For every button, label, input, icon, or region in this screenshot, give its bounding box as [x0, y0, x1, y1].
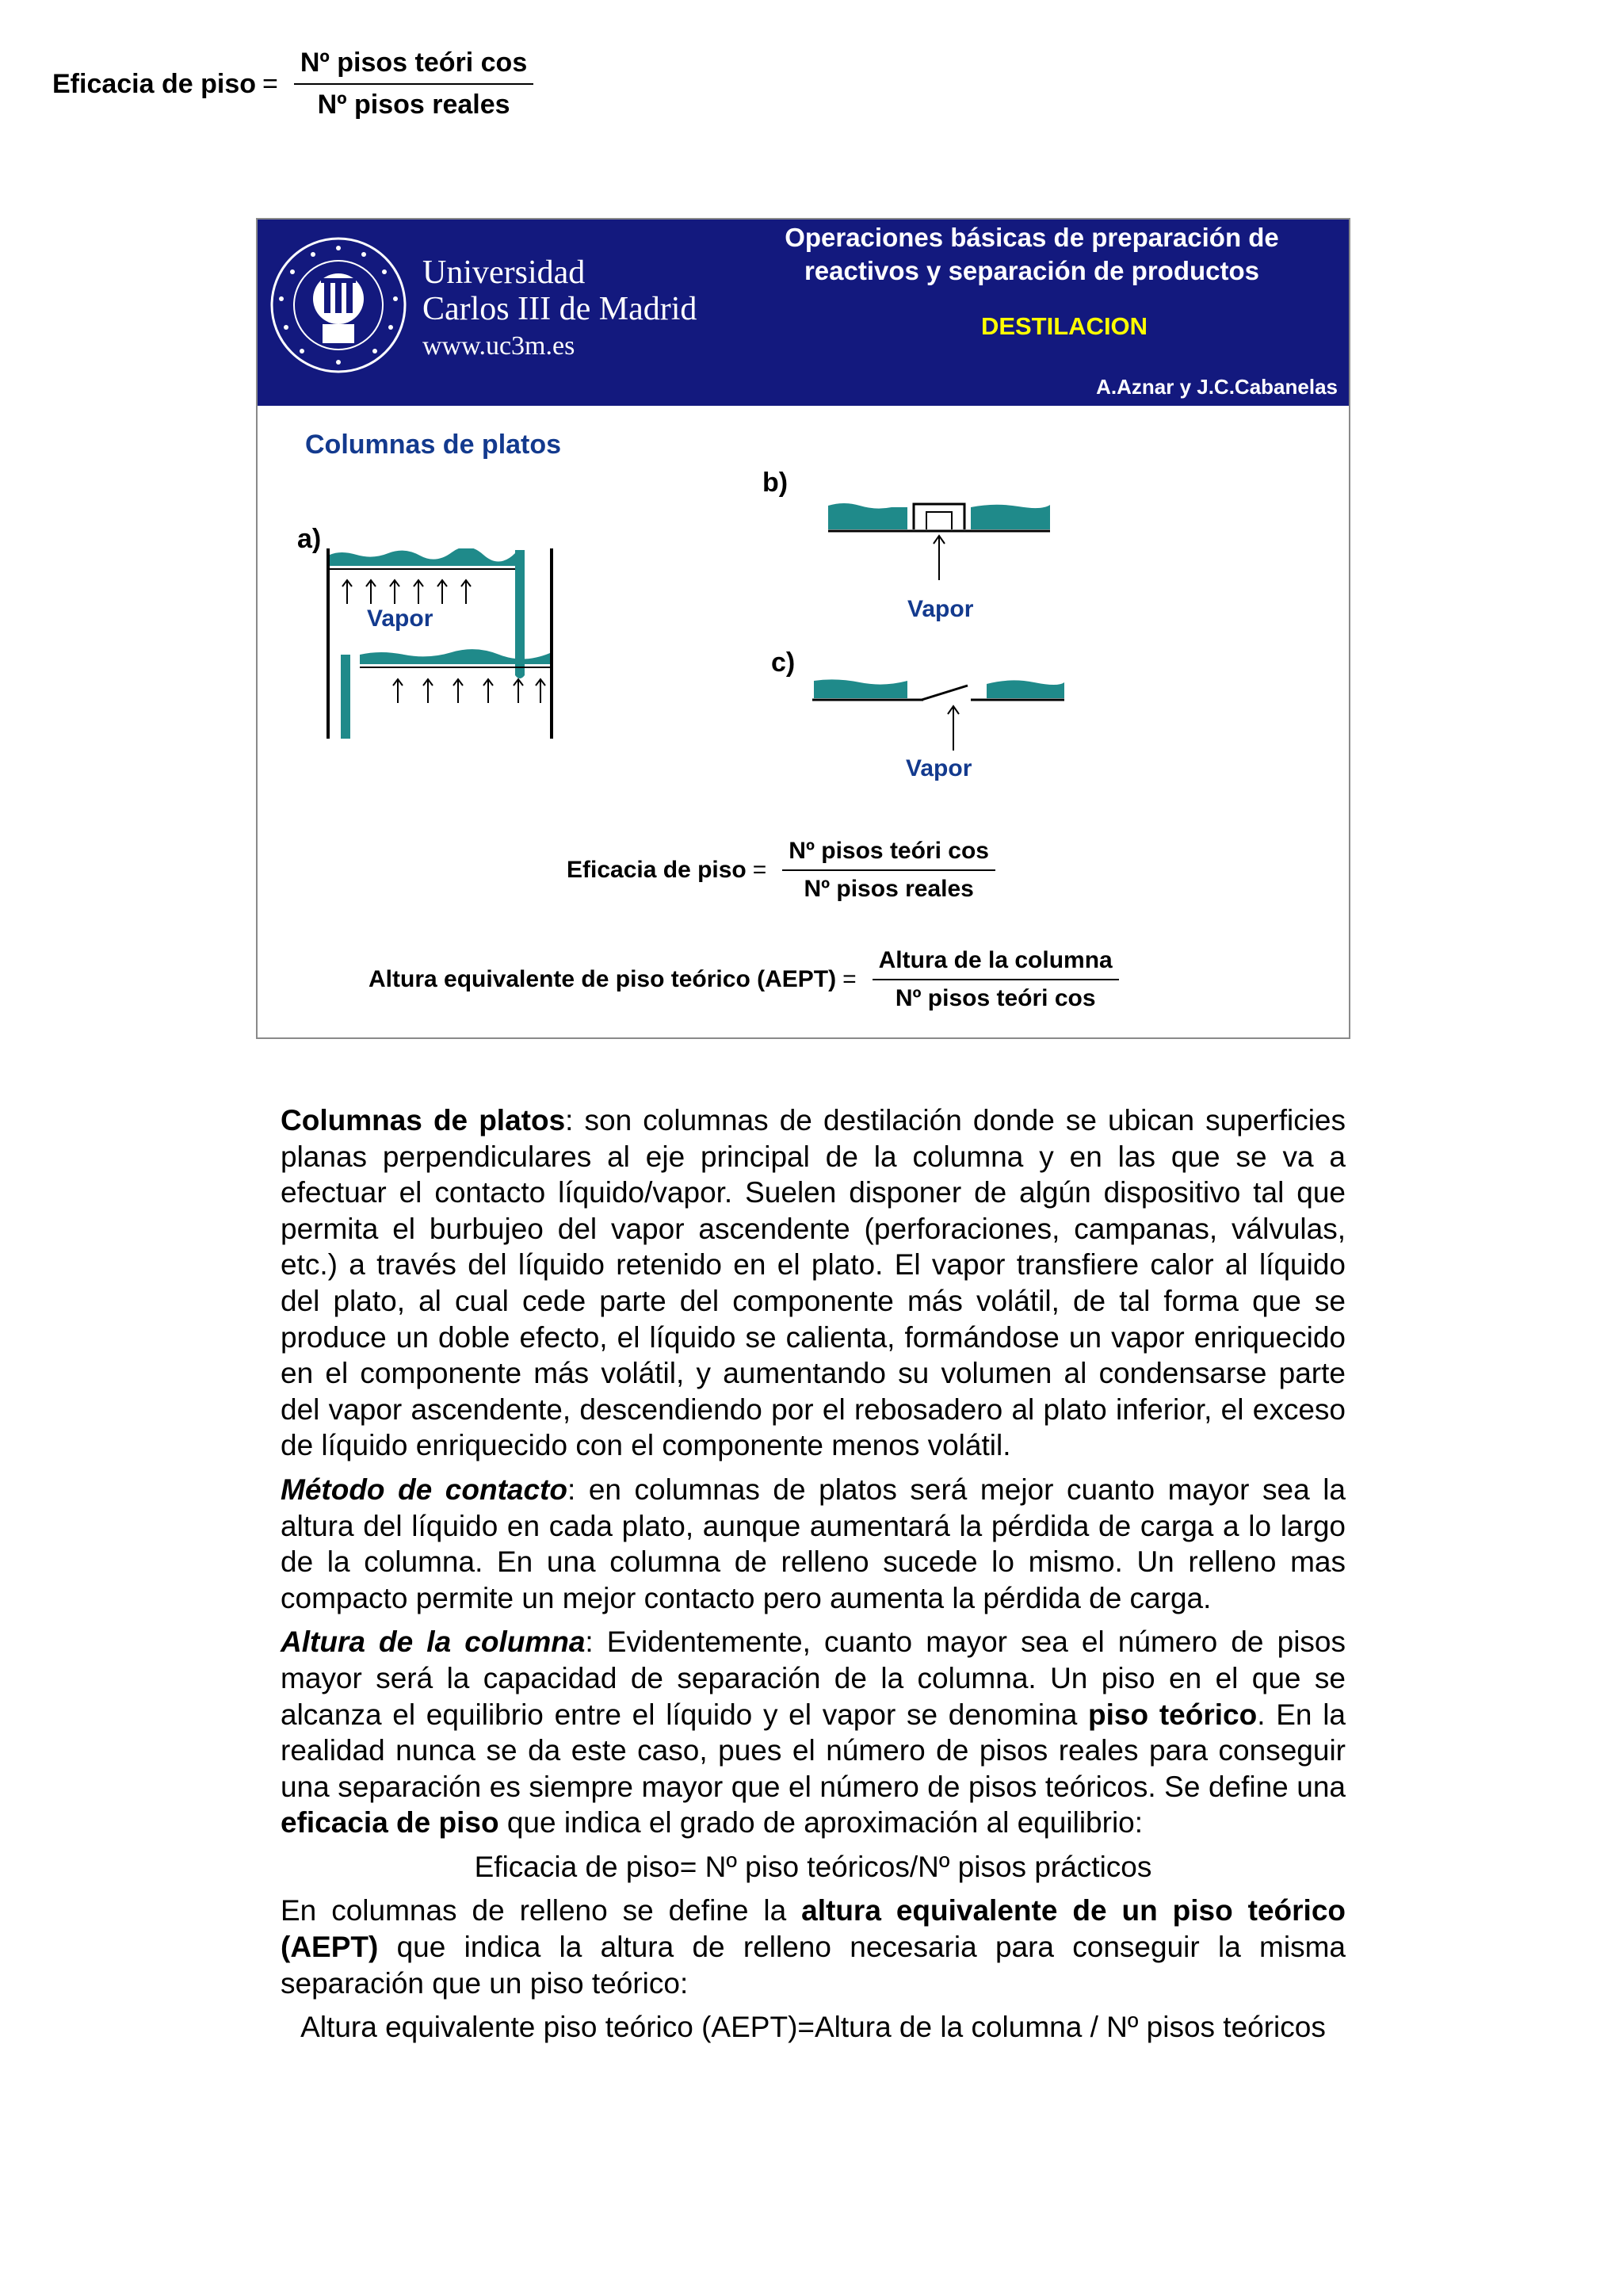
- formula-fraction: [782, 838, 995, 903]
- bubble-cap-tray-diagram: [828, 501, 1066, 596]
- university-website: www.uc3m.es: [422, 331, 575, 361]
- figure-c-label: c): [771, 648, 796, 678]
- course-title: Operaciones básicas de preparación de reactivos y separación de productos: [785, 223, 1279, 285]
- equation-aept: Altura equivalente piso teórico (AEPT)=Altura de la columna / Nº pisos teóricos: [300, 2011, 1326, 2044]
- formula-denominator: Nº pisos reales: [317, 90, 510, 120]
- university-seal-icon: [269, 235, 408, 375]
- slide-header-banner: [258, 220, 1349, 406]
- topic-title: DESTILACION: [980, 312, 1148, 340]
- formula-fraction: [873, 947, 1119, 1012]
- formula-fraction: [294, 48, 533, 120]
- formula-numerator: Altura de la columna: [873, 947, 1119, 980]
- formula-denominator: Nº pisos reales: [804, 876, 974, 902]
- plate-efficiency-formula: [567, 838, 995, 903]
- formula-denominator: Nº pisos teóri cos: [895, 985, 1096, 1011]
- paragraph-packed-columns: En columnas de relleno se define la altura equivalente de un piso teórico (AEPT) que indica la altura de relleno necesaria para conseguir la misma separación que un piso teórico:: [281, 1894, 1346, 2000]
- body-text: [281, 1102, 1346, 2053]
- equals-sign: =: [262, 68, 278, 99]
- equals-sign: =: [752, 857, 767, 883]
- aept-formula: [369, 947, 1119, 1012]
- equals-sign: =: [842, 966, 857, 992]
- tray-column-diagram: [325, 548, 563, 743]
- top-formula: [52, 48, 533, 120]
- paragraph-tray-columns: Columnas de platos: son columnas de destilación donde se ubican superficies planas perpendiculares al eje principal de la columna y en las que se va a efectuar el contacto líquido/vapor. Suelen disponer de algún dispositivo tal que permita el burbujeo del vapor ascendente (perforaciones, campanas, válvulas, etc.) a través del líquido retenido en el plato. El vapor transfiere calor al líquido del plato, al cual cede parte del componente más volátil, de tal forma que se produce un doble efecto, el líquido se calienta, formándose un vapor enriquecido en el componente más volátil, y aumentando su volumen al condensarse parte del vapor ascendente, descendiendo por el rebosadero al plato inferior, el exceso de líquido enriquecido con el componente menos volátil.: [281, 1104, 1346, 1462]
- paragraph-contact-method: Método de contacto: en columnas de platos será mejor cuanto mayor sea la altura del líquido en cada plato, aunque aumentará la pérdida de carga a lo largo de la columna. En una columna de relleno sucede lo mismo. Un relleno mas compacto permite un mejor contacto pero aumenta la pérdida de carga.: [281, 1473, 1346, 1614]
- university-name: Universidad Carlos III de Madrid: [422, 254, 697, 327]
- valve-tray-diagram: [812, 678, 1066, 765]
- vapor-label-b: Vapor: [907, 596, 974, 622]
- figure-b-label: b): [762, 468, 789, 498]
- formula-label: Altura equivalente de piso teórico (AEPT): [369, 966, 837, 992]
- slide-authors: A.Aznar y J.C.Cabanelas: [1096, 375, 1338, 399]
- formula-label: Eficacia de piso: [52, 68, 256, 99]
- vapor-label-c: Vapor: [906, 755, 972, 781]
- formula-numerator: Nº pisos teóri cos: [782, 838, 995, 871]
- paragraph-column-height: Altura de la columna: Evidentemente, cuanto mayor sea el número de pisos mayor será la capacidad de separación de la columna. Un piso en el que se alcanza el equilibrio entre el líquido y el vapor se denomina piso teórico. En la realidad nunca se da este caso, pues el número de pisos reales para conseguir una separación es siempre mayor que el número de pisos teóricos. Se define una eficacia de piso que indica el grado de aproximación al equilibrio:: [281, 1626, 1346, 1839]
- formula-numerator: Nº pisos teóri cos: [294, 48, 533, 85]
- lecture-slide: [256, 218, 1350, 1039]
- formula-label: Eficacia de piso: [567, 857, 747, 883]
- equation-plate-efficiency: Eficacia de piso= Nº piso teóricos/Nº pisos prácticos: [474, 1850, 1152, 1883]
- figure-a-label: a): [297, 524, 322, 554]
- vapor-label-a: Vapor: [367, 606, 433, 632]
- section-title: Columnas de platos: [305, 430, 562, 460]
